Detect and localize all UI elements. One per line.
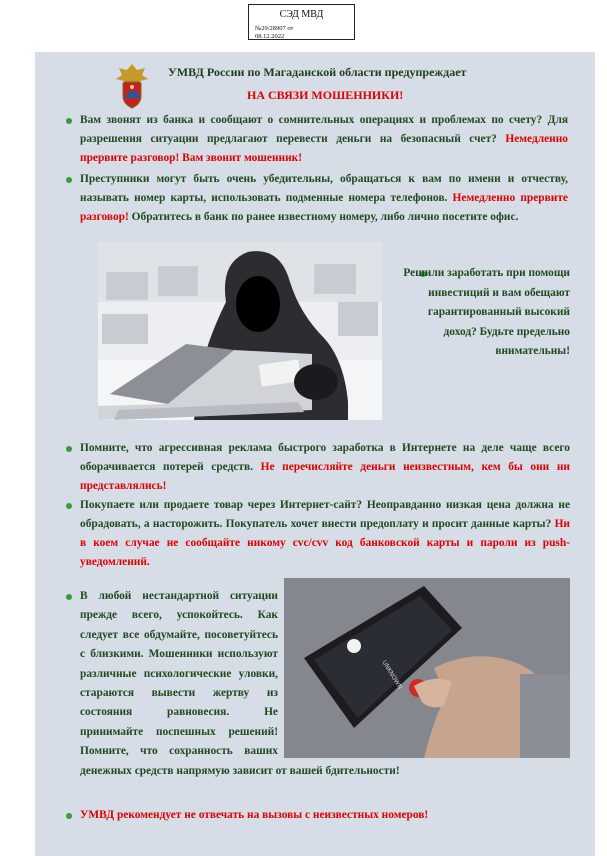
paragraph-online-sales-text: Покупаете или продаете товар через Интернет-сайт? Неоправданно низкая цена должна не обрадовать, а насторожить. Покупатель хочет внести предоплату и просит данные карты? [80, 499, 570, 530]
bullet-1 [66, 118, 72, 124]
police-emblem-icon [112, 62, 152, 110]
bullet-2 [66, 177, 72, 183]
paragraph-advertising [80, 439, 570, 496]
hacker-photo [98, 242, 382, 420]
bullet-5 [66, 503, 72, 509]
registration-stamp [248, 4, 355, 40]
paragraph-advertising-warning: Не перечисляйте деньги неизвестным, кем бы они ни представлялись! [80, 461, 570, 492]
stamp-date: 08.12.2022 [255, 33, 285, 40]
stamp-title: СЭД МВД [279, 9, 324, 20]
bullet-7 [66, 813, 72, 819]
phone-photo-spacer [278, 587, 570, 761]
paragraph-investments: Решили заработать при помощи инвестиций и вам обещают гарантированный высокий доход? Будьте предельно внимательны! [403, 267, 570, 357]
paragraph-bank-call-warning: Немедленно прервите разговор! Вам звонит мошенник! [80, 133, 568, 164]
header-title: УМВД России по Магаданской области предупреждает [168, 65, 467, 79]
stamp-number: №29/28907 от [255, 25, 294, 32]
paragraph-bank-call-text: Вам звонят из банка и сообщают о сомнительных операциях и проблемах по счету? Для разрешения ситуации предлагают перевести деньги на безопасный счет? [80, 114, 568, 145]
paragraph-online-sales [80, 496, 570, 572]
bullet-4 [66, 446, 72, 452]
paragraph-online-sales-warning: Ни в коем случае не сообщайте никому cvc/cvv код банковской карты и пароли из push-уведомлений. [80, 518, 570, 568]
paragraph-criminals-tail: Обратитесь в банк по ранее известному номеру, либо лично посетите офис. [128, 211, 519, 223]
paragraph-stay-calm [80, 587, 570, 781]
paragraph-bank-call [80, 111, 568, 168]
paragraph-criminals [80, 170, 568, 227]
paragraph-advertising-text: Помните, что агрессивная реклама быстрого заработка в Интернете на деле чаще всего оборачивается потерей средств. [80, 442, 570, 473]
header-subtitle: НА СВЯЗИ МОШЕННИКИ! [247, 88, 404, 102]
bullet-6 [66, 594, 72, 600]
paragraph-criminals-text: Преступники могут быть очень убедительны, обращаться к вам по имени и отчеству, называть номер карты, использовать подменные номера телефонов. [80, 173, 568, 204]
phone-screen-caption: UNKNOWN [380, 659, 404, 691]
final-warning-text: УМВД рекомендует не отвечать на вызовы с неизвестных номеров! [80, 809, 429, 821]
paragraph-criminals-warning: Немедленно прервите разговор! [80, 192, 568, 223]
paragraph-stay-calm-text: В любой нестандартной ситуации прежде всего, успокойтесь. Как следует все обдумайте, посоветуйтесь с близкими. Мошенники используют различные психологические уловки, стараются вывести жертву из состояния равновесия. Не принимайте поспешных решений! Помните, что сохранность ваших денежных средств напрямую зависит от вашей бдительности! [80, 590, 400, 777]
final-warning [80, 806, 570, 825]
